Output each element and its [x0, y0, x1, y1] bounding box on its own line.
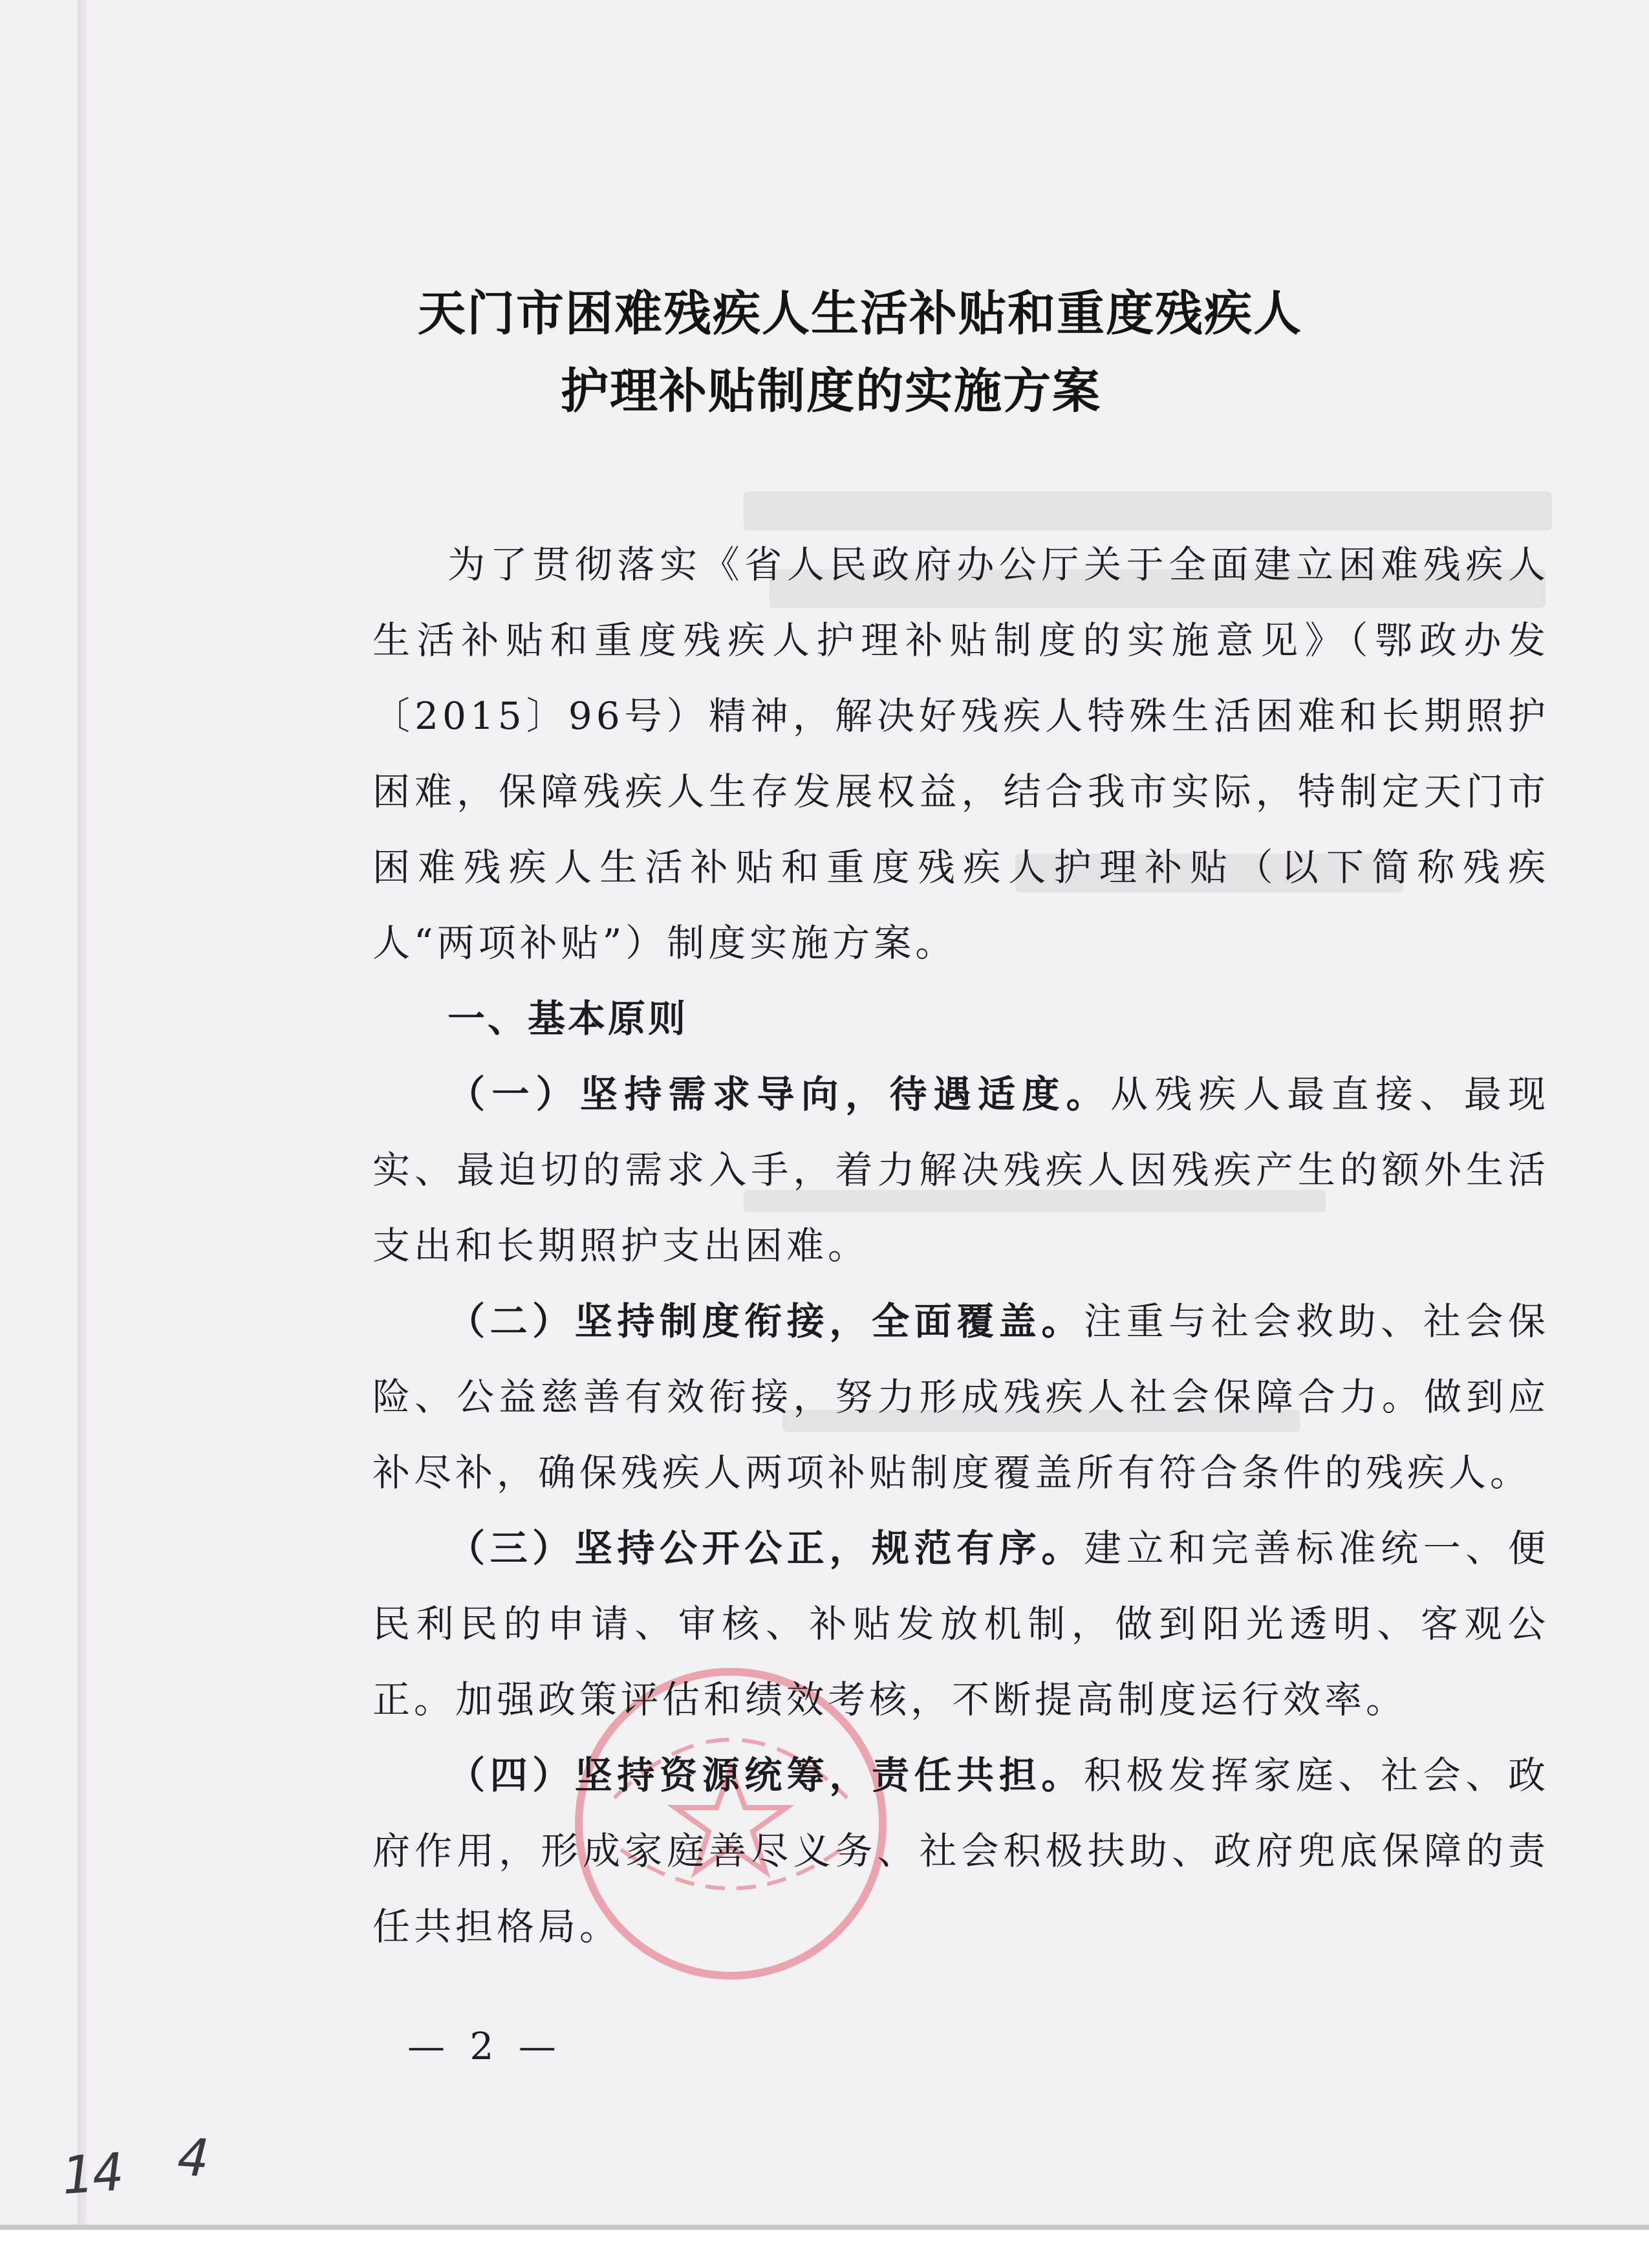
principle-lead: （二）坚持制度衔接，全面覆盖。: [447, 1299, 1084, 1343]
page-number: — 2 —: [407, 2024, 563, 2068]
document-title-line-2: 护理补贴制度的实施方案: [561, 363, 1101, 419]
document-body: [372, 527, 1549, 1965]
document-title-line-1: 天门市困难残疾人生活补贴和重度残疾人: [418, 286, 1302, 341]
intro-paragraph: 为了贯彻落实《省人民政府办公厅关于全面建立困难残疾人生活补贴和重度残疾人护理补贴制度的实施意见》（鄂政办发〔2015〕96号）精神，解决好残疾人特殊生活困难和长期照护困难，保障残疾人生存发展权益，结合我市实际，特制定天门市困难残疾人生活补贴和重度残疾人护理补贴（以下简称残疾人“两项补贴”）制度实施方案。: [372, 543, 1549, 965]
handwritten-mark-4: 4: [176, 2126, 211, 2189]
section-heading: 一、基本原则: [447, 997, 689, 1041]
principle-text: 从残疾人最直接、最现实、最迫切的需求入手，着力解决残疾人因残疾产生的额外生活支出和长期照护支出困难。: [372, 1072, 1549, 1268]
principle-paragraph-1: [372, 1057, 1549, 1284]
principle-text: 积极发挥家庭、社会、政府作用，形成家庭善尽义务、社会积极扶助、政府兜底保障的责任共担格局。: [372, 1753, 1549, 1949]
principle-lead: （一）坚持需求导向，待遇适度。: [447, 1072, 1110, 1116]
principle-lead: （三）坚持公开公正，规范有序。: [447, 1526, 1084, 1570]
principle-paragraph-4: [372, 1738, 1549, 1965]
principle-lead: （四）坚持资源统筹，责任共担。: [447, 1753, 1084, 1797]
principle-text: 注重与社会救助、社会保险、公益慈善有效衔接，努力形成残疾人社会保障合力。做到应补尽补，确保残疾人两项补贴制度覆盖所有符合条件的残疾人。: [372, 1299, 1549, 1495]
principle-paragraph-2: [372, 1284, 1549, 1511]
handwritten-mark-14: 14: [59, 2141, 126, 2207]
principle-text: 建立和完善标准统一、便民利民的申请、审核、补贴发放机制，做到阳光透明、客观公正。加强政策评估和绩效考核，不断提高制度运行效率。: [372, 1526, 1549, 1722]
principle-paragraph-3: [372, 1511, 1549, 1738]
